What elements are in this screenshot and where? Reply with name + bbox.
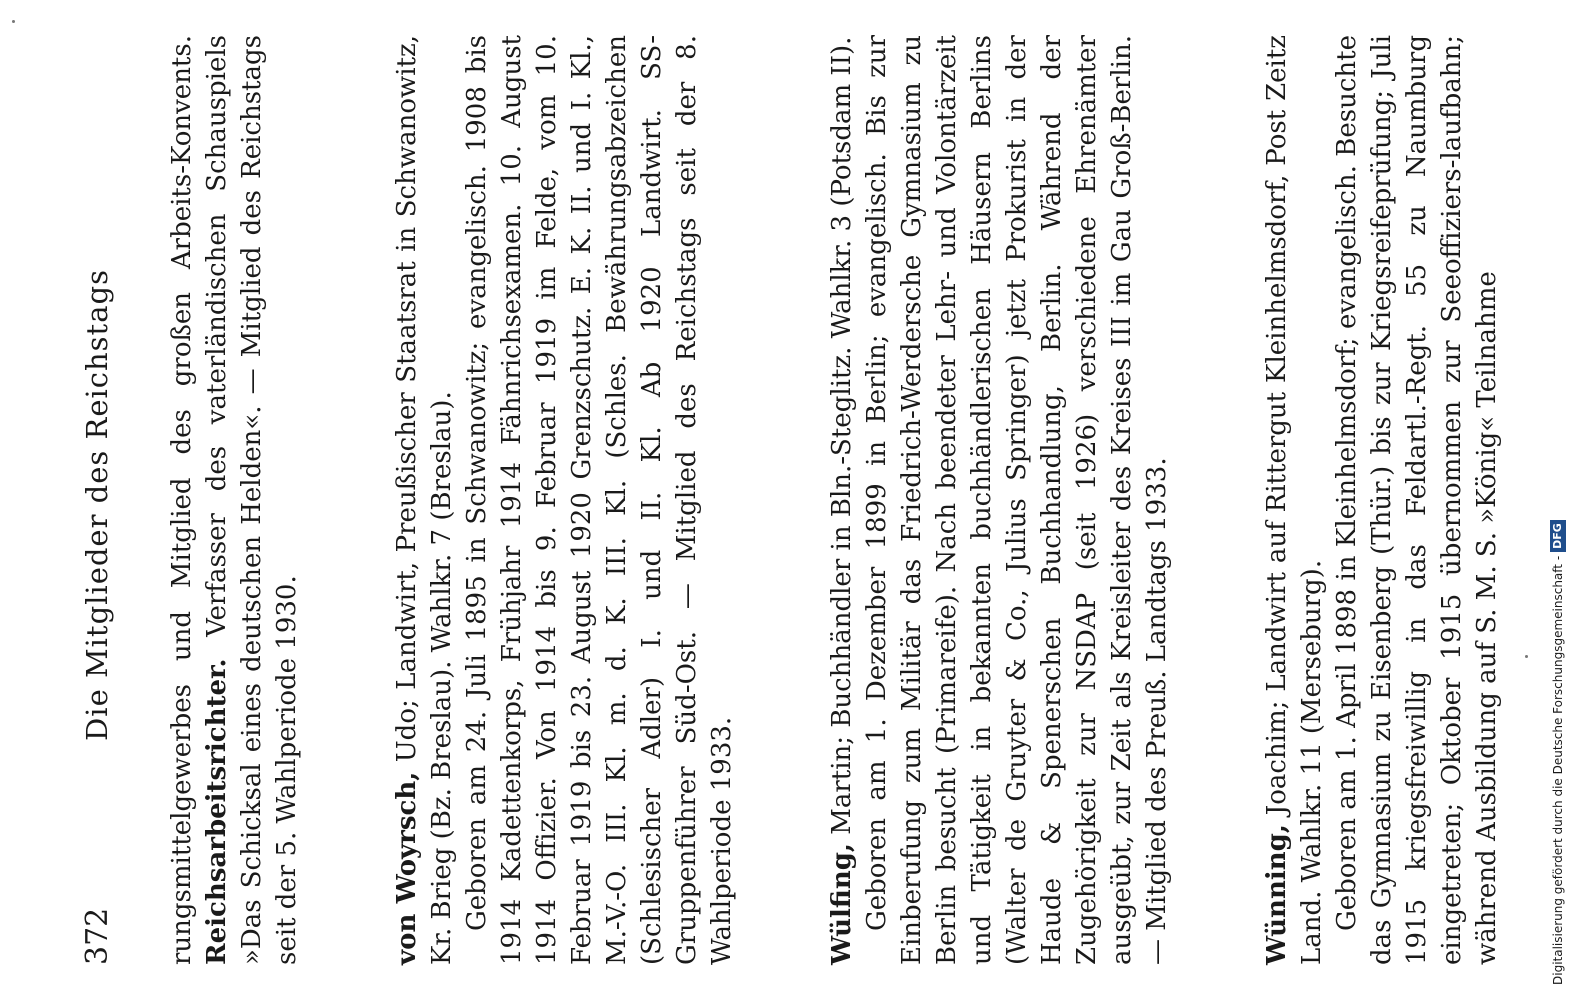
running-title: Die Mitglieder des Reichstags xyxy=(80,269,114,741)
biography-entry xyxy=(165,35,305,965)
digitization-credit xyxy=(1545,15,1571,985)
page-body xyxy=(165,35,1505,965)
person-name: Wünning, xyxy=(1262,824,1292,965)
text-run: rungsmittelgewerbes und Mitglied des großen Arbeits-Konvents. xyxy=(167,35,197,965)
person-name: Wülfing, xyxy=(827,843,857,965)
biography-entry xyxy=(1260,35,1505,965)
book-page xyxy=(50,25,1510,985)
dfg-logo: DFG xyxy=(1550,520,1566,552)
text-run: Martin; Buchhändler in Bln.-Steglitz. Wahlkr. 3 (Potsdam II). xyxy=(827,36,857,844)
biography-entry xyxy=(390,35,740,965)
running-head xyxy=(80,45,120,965)
text-run: Geboren am 1. April 1898 in Kleinhelmsdorf; evangelisch. Besuchte das Gymnasium zu Eisenberg (Thür.) bis zur Kriegsreifeprüfung; Juli 1915 kriegsfreiwillig in das Feldartl.-Regt. 55 zu Naumburg eingetreten; Oktober 1915 übernommen zur Seeoffiziers-laufbahn; während Ausbildung auf S. M. S. »König« Teilnahme xyxy=(1332,35,1502,965)
person-name: von Woyrsch, xyxy=(392,771,422,965)
text-run: Geboren am 1. Dezember 1899 in Berlin; evangelisch. Bis zur Einberufung zum Militär das Friedrich-Werdersche Gymnasium zu Berlin besucht (Primareife). Nach beendeter Lehr- und Volontärzeit und Tätigkeit in bekannten buchhändlerischen Häusern Berlins (Walter de Gruyter & Co., Julius Springer) jetzt Prokurist in der Haude & Spenerschen Buchhandlung, Berlin. Während der Zugehörigkeit zur NSDAP (seit 1926) verschiedene Ehrenämter ausgeübt, zur Zeit als Kreisleiter des Kreises III im Gau Groß-Berlin. — Mitglied des Preuß. Landtags 1933. xyxy=(862,35,1172,965)
text-run: Reichsarbeitsrichter. xyxy=(202,658,232,965)
text-run: Udo; Landwirt, Preußischer Staatsrat in Schwanowitz, Kr. Brieg (Bz. Breslau). Wahlkr. 7 (Breslau). xyxy=(392,35,457,965)
text-run: Verfasser des vaterländischen Schauspiels »Das Schicksal eines deutschen Helden«. — Mitglied des Reichstags seit der 5. Wahlperiode 1930. xyxy=(202,35,302,965)
scan-speck xyxy=(1525,655,1528,658)
scan-speck xyxy=(12,20,15,23)
entry-text-paragraph xyxy=(1330,35,1505,965)
entry-heading-paragraph xyxy=(825,35,860,965)
entry-text-paragraph xyxy=(860,35,1175,965)
entry-text-paragraph xyxy=(460,35,740,965)
credit-text: Digitalisierung gefördert durch die Deutsche Forschungsgemeinschaft - xyxy=(1551,555,1565,985)
text-run: Geboren am 24. Juli 1895 in Schwanowitz; evangelisch. 1908 bis 1914 Kadettenkorps, Frühjahr 1914 Fähnrichsexamen. 10. August 1914 Offizier. Von 1914 bis 9. Februar 1919 im Felde, vom 10. Februar 1919 bis 23. August 1920 Grenzschutz. E. K. II. und I. Kl., M.-V.-O. III. Kl. m. d. K. III. Kl. (Schles. Bewährungsabzeichen (Schlesischer Adler) I. und II. Kl. Ab 1920 Landwirt. SS-Gruppenführer Süd-Ost. — Mitglied des Reichstags seit der 8. Wahlperiode 1933. xyxy=(462,35,737,965)
entry-heading-paragraph xyxy=(390,35,460,965)
entry-heading-paragraph xyxy=(165,35,305,965)
entry-heading-paragraph xyxy=(1260,35,1330,965)
biography-entry xyxy=(825,35,1175,965)
page-number: 372 xyxy=(80,907,115,965)
text-run: Joachim; Landwirt auf Rittergut Kleinhelmsdorf, Post Zeitz Land. Wahlkr. 11 (Merseburg). xyxy=(1262,35,1327,965)
